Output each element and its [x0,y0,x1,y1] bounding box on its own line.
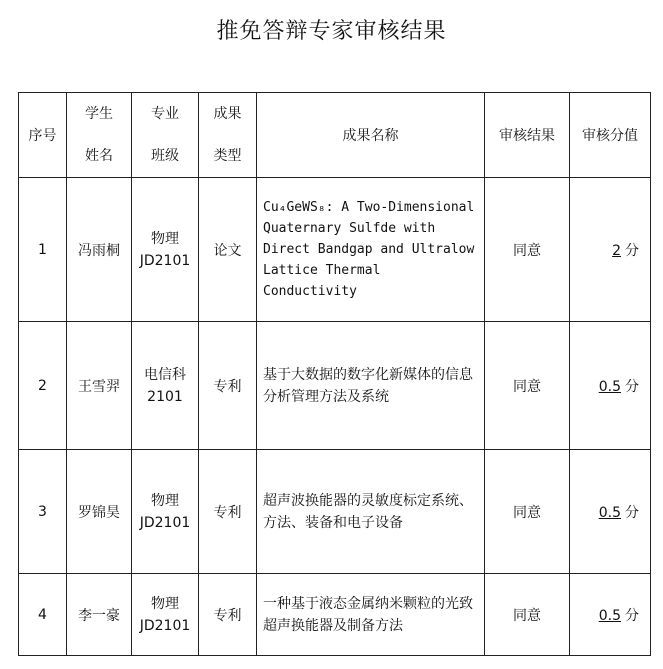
review-score-cell [570,178,651,322]
achievement-name-cell: 一种基于液态金属纳米颗粒的光致超声换能器及制备方法 [257,574,485,656]
seq-cell: 1 [19,178,67,322]
major-class-cell: 物理 JD2101 [132,574,199,656]
score-value: 0.5 [598,504,621,521]
score-unit: 分 [625,607,639,624]
seq-cell: 4 [19,574,67,656]
major-class-cell: 电信科 2101 [132,322,199,450]
seq-cell: 2 [19,322,67,450]
review-result-cell: 同意 [485,322,570,450]
score-unit: 分 [625,504,639,521]
review-result-cell: 同意 [485,178,570,322]
table-row [19,178,651,322]
page-title: 推免答辩专家审核结果 [216,19,447,44]
score-value: 0.5 [598,607,621,624]
header-student-name: 学生 姓名 [67,93,132,178]
score-unit: 分 [625,242,639,259]
header-achievement-type: 成果 类型 [199,93,257,178]
achievement-name-cell: 超声波换能器的灵敏度标定系统、方法、装备和电子设备 [257,450,485,574]
header-major-class: 专业 班级 [132,93,199,178]
review-score-cell [570,450,651,574]
table-row [19,322,651,450]
achievement-type-cell: 专利 [199,450,257,574]
review-results-table [18,92,651,656]
table-row [19,574,651,656]
achievement-type-cell: 专利 [199,574,257,656]
table-header-row [19,93,651,178]
achievement-name-cell: Cu₄GeWS₈: A Two-Dimensional Quaternary Sulfde with Direct Bandgap and Ultralow Lattice Thermal Conductivity [257,178,485,322]
review-score-cell [570,322,651,450]
achievement-type-cell: 论文 [199,178,257,322]
score-value: 2 [612,242,621,259]
achievement-name-cell: 基于大数据的数字化新媒体的信息分析管理方法及系统 [257,322,485,450]
seq-cell: 3 [19,450,67,574]
student-name-cell: 李一豪 [67,574,132,656]
header-review-score: 审核分值 [570,93,651,178]
score-value: 0.5 [598,378,621,395]
review-result-cell: 同意 [485,450,570,574]
review-result-cell: 同意 [485,574,570,656]
header-review-result: 审核结果 [485,93,570,178]
header-seq: 序号 [19,93,67,178]
header-achievement-name: 成果名称 [257,93,485,178]
achievement-type-cell: 专利 [199,322,257,450]
table-row [19,450,651,574]
student-name-cell: 王雪羿 [67,322,132,450]
major-class-cell: 物理 JD2101 [132,178,199,322]
student-name-cell: 罗锦昊 [67,450,132,574]
student-name-cell: 冯雨桐 [67,178,132,322]
review-score-cell [570,574,651,656]
score-unit: 分 [625,378,639,395]
major-class-cell: 物理 JD2101 [132,450,199,574]
